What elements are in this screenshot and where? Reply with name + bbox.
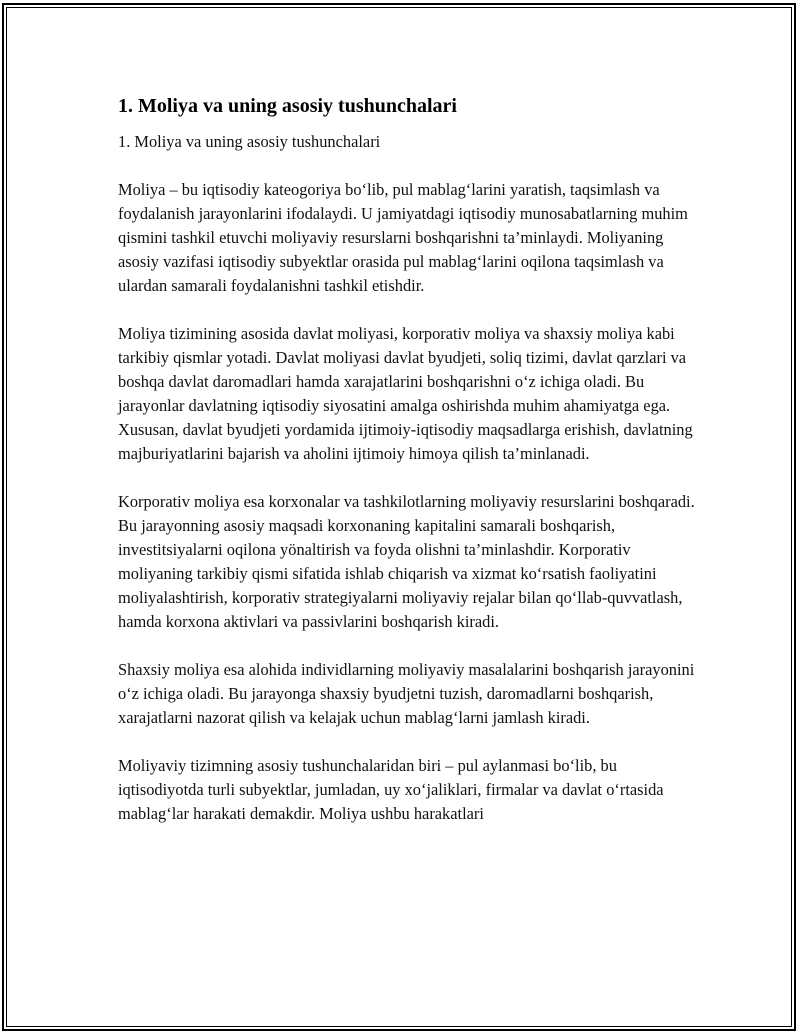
document-title: 1. Moliya va uning asosiy tushunchalari (118, 95, 457, 117)
paragraph-1: Moliya – bu iqtisodiy kateogoriya bo‘lib, pul mablag‘larini yaratish, taqsimlash va foydalanish jarayonlarini ifodalaydi. U jamiyatdagi iqtisodiy munosabatlarning muhim qismini tashkil etuvchi moliyaviy resurslarni boshqarishni ta’minlaydi. Moliyaning asosiy vazifasi iqtisodiy subyektlar orasida pul mablag‘larini oqilona taqsimlash va ulardan samarali foydalanishni tashkil etishdir. (118, 180, 688, 295)
paragraph-3: Korporativ moliya esa korxonalar va tashkilotlarning moliyaviy resurslarini boshqaradi. Bu jarayonning asosiy maqsadi korxonaning kapitalini samarali boshqarish, investitsiyalarni oqilona yönaltirish va foyda olishni ta’minlashdir. Korporativ moliyaning tarkibiy qismi sifatida ishlab chiqarish va xizmat ko‘rsatish faoliyatini moliyalashtirish, korporativ strategiyalarni moliyaviy rejalar bilan qo‘llab-quvvatlash, hamda korxona aktivlari va passivlarini boshqarish kiradi. (118, 492, 695, 631)
document-body (118, 92, 698, 850)
paragraph-2: Moliya tizimining asosida davlat moliyasi, korporativ moliya va shaxsiy moliya kabi tarkibiy qismlar yotadi. Davlat moliyasi davlat byudjeti, soliq tizimi, davlat qarzlari va boshqa davlat daromadlari hamda xarajatlarini boshqarishni o‘z ichiga oladi. Bu jarayonlar davlatning iqtisodiy siyosatini amalga oshirishda muhim ahamiyatga ega. Xususan, davlat byudjeti yordamida ijtimoiy-iqtisodiy maqsadlarga erishish, davlatning majburiyatlarini bajarish va aholini ijtimoiy himoya qilish ta’minlanadi. (118, 324, 693, 463)
section-subheading: 1. Moliya va uning asosiy tushunchalari (118, 132, 381, 151)
paragraph-4: Shaxsiy moliya esa alohida individlarning moliyaviy masalalarini boshqarish jarayonini o‘z ichiga oladi. Bu jarayonga shaxsiy byudjetni tuzish, daromadlarni boshqarish, xarajatlarni nazorat qilish va kelajak uchun mablag‘larni jamlash kiradi. (118, 660, 695, 727)
paragraph-5: Moliyaviy tizimning asosiy tushunchalaridan biri – pul aylanmasi bo‘lib, bu iqtisodiyotda turli subyektlar, jumladan, uy xo‘jaliklari, firmalar va davlat o‘rtasida mablag‘lar harakati demakdir. Moliya ushbu harakatlari (118, 756, 664, 823)
